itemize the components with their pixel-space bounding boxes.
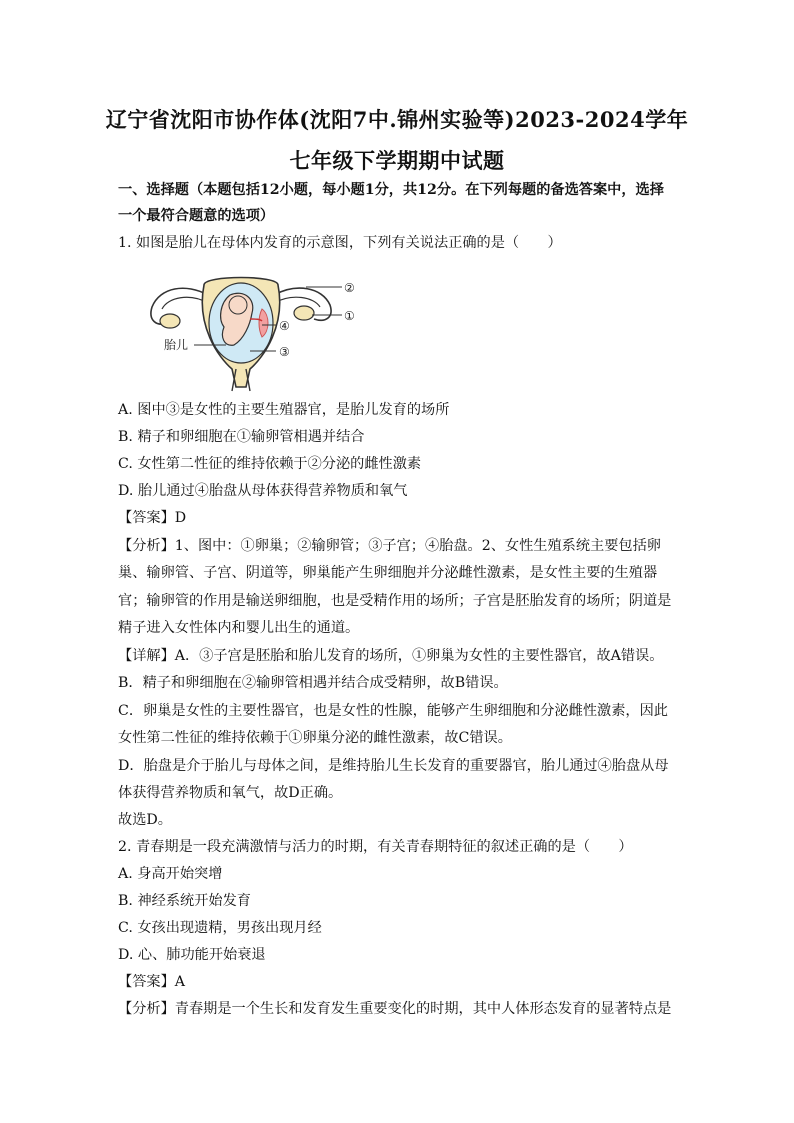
q1-detail-line: C．卵巢是女性的主要性器官，也是女性的性腺，能够产生卵细胞和分泌雌性激素，因此 [118,703,668,719]
label-fetus: 胎儿 [164,338,189,352]
label-3: ③ [279,345,290,359]
label-1: ① [344,309,355,323]
q1-option-a: A. 图中③是女性的主要生殖器官，是胎儿发育的场所 [118,402,450,418]
q1-option-c: C. 女性第二性征的维持依赖于②分泌的雌性激素 [118,456,422,472]
q1-detail-line: 体获得营养物质和氧气，故D正确。 [118,785,343,801]
question-2-stem: 2. 青春期是一段充满激情与活力的时期，有关青春期特征的叙述正确的是（ ） [118,839,633,855]
label-4: ④ [279,319,290,333]
label-2: ② [344,281,355,295]
q1-detail-line: 【详解】A．③子宫是胚胎和胎儿发育的场所，①卵巢为女性的主要性器官，故A错误。 [118,648,664,664]
q2-option-c: C. 女孩出现遗精，男孩出现月经 [118,920,322,936]
q1-detail-line: 女性第二性征的维持依赖于①卵巢分泌的雌性激素，故C错误。 [118,730,512,746]
q1-analysis-line: 官；输卵管的作用是输送卵细胞，也是受精作用的场所；子宫是胚胎发育的场所；阴道是 [118,593,672,609]
right-ovary-shape [294,306,314,320]
question-1-stem: 1. 如图是胎儿在母体内发育的示意图，下列有关说法正确的是（ ） [118,235,562,251]
q1-analysis-line: 精子进入女性体内和婴儿出生的通道。 [118,620,360,636]
q2-analysis-line: 【分析】青春期是一个生长和发育发生重要变化的时期，其中人体形态发育的显著特点是 [118,1001,672,1017]
q1-detail-line: D．胎盘是介于胎儿与母体之间，是维持胎儿生长发育的重要器官，胎儿通过④胎盘从母 [118,758,669,774]
q2-option-a: A. 身高开始突增 [118,866,223,882]
section-heading: 一、选择题（本题包括12小题，每小题1分，共12分。在下列每题的备选答案中，选择 [118,182,664,198]
q1-analysis-line: 巢、输卵管、子宫、阴道等，卵巢能产生卵细胞并分泌雌性激素，是女性主要的生殖器 [118,565,658,581]
document-title-line2: 七年级下学期期中试题 [289,148,505,173]
q1-detail-line: B．精子和卵细胞在②输卵管相遇并结合成受精卵，故B错误。 [118,675,508,691]
q2-option-b: B. 神经系统开始发育 [118,893,251,909]
left-ovary-shape [160,314,180,328]
q1-answer: 【答案】D [118,510,187,526]
q1-detail-line: 故选D。 [118,812,172,828]
q1-analysis-line: 【分析】1、图中：①卵巢；②输卵管；③子宫；④胎盘。2、女性生殖系统主要包括卵 [118,538,661,554]
section-heading-cont: 一个最符合题意的选项） [118,208,275,224]
document-title-line1: 辽宁省沈阳市协作体(沈阳7中.锦州实验等)2023-2024学年 [105,107,689,132]
uterus-fetus-diagram [146,265,376,395]
q1-option-b: B. 精子和卵细胞在①输卵管相遇并结合 [118,429,365,445]
q2-option-d: D. 心、肺功能开始衰退 [118,947,266,963]
q1-option-d: D. 胎儿通过④胎盘从母体获得营养物质和氧气 [118,483,408,499]
q2-answer: 【答案】A [118,974,185,990]
